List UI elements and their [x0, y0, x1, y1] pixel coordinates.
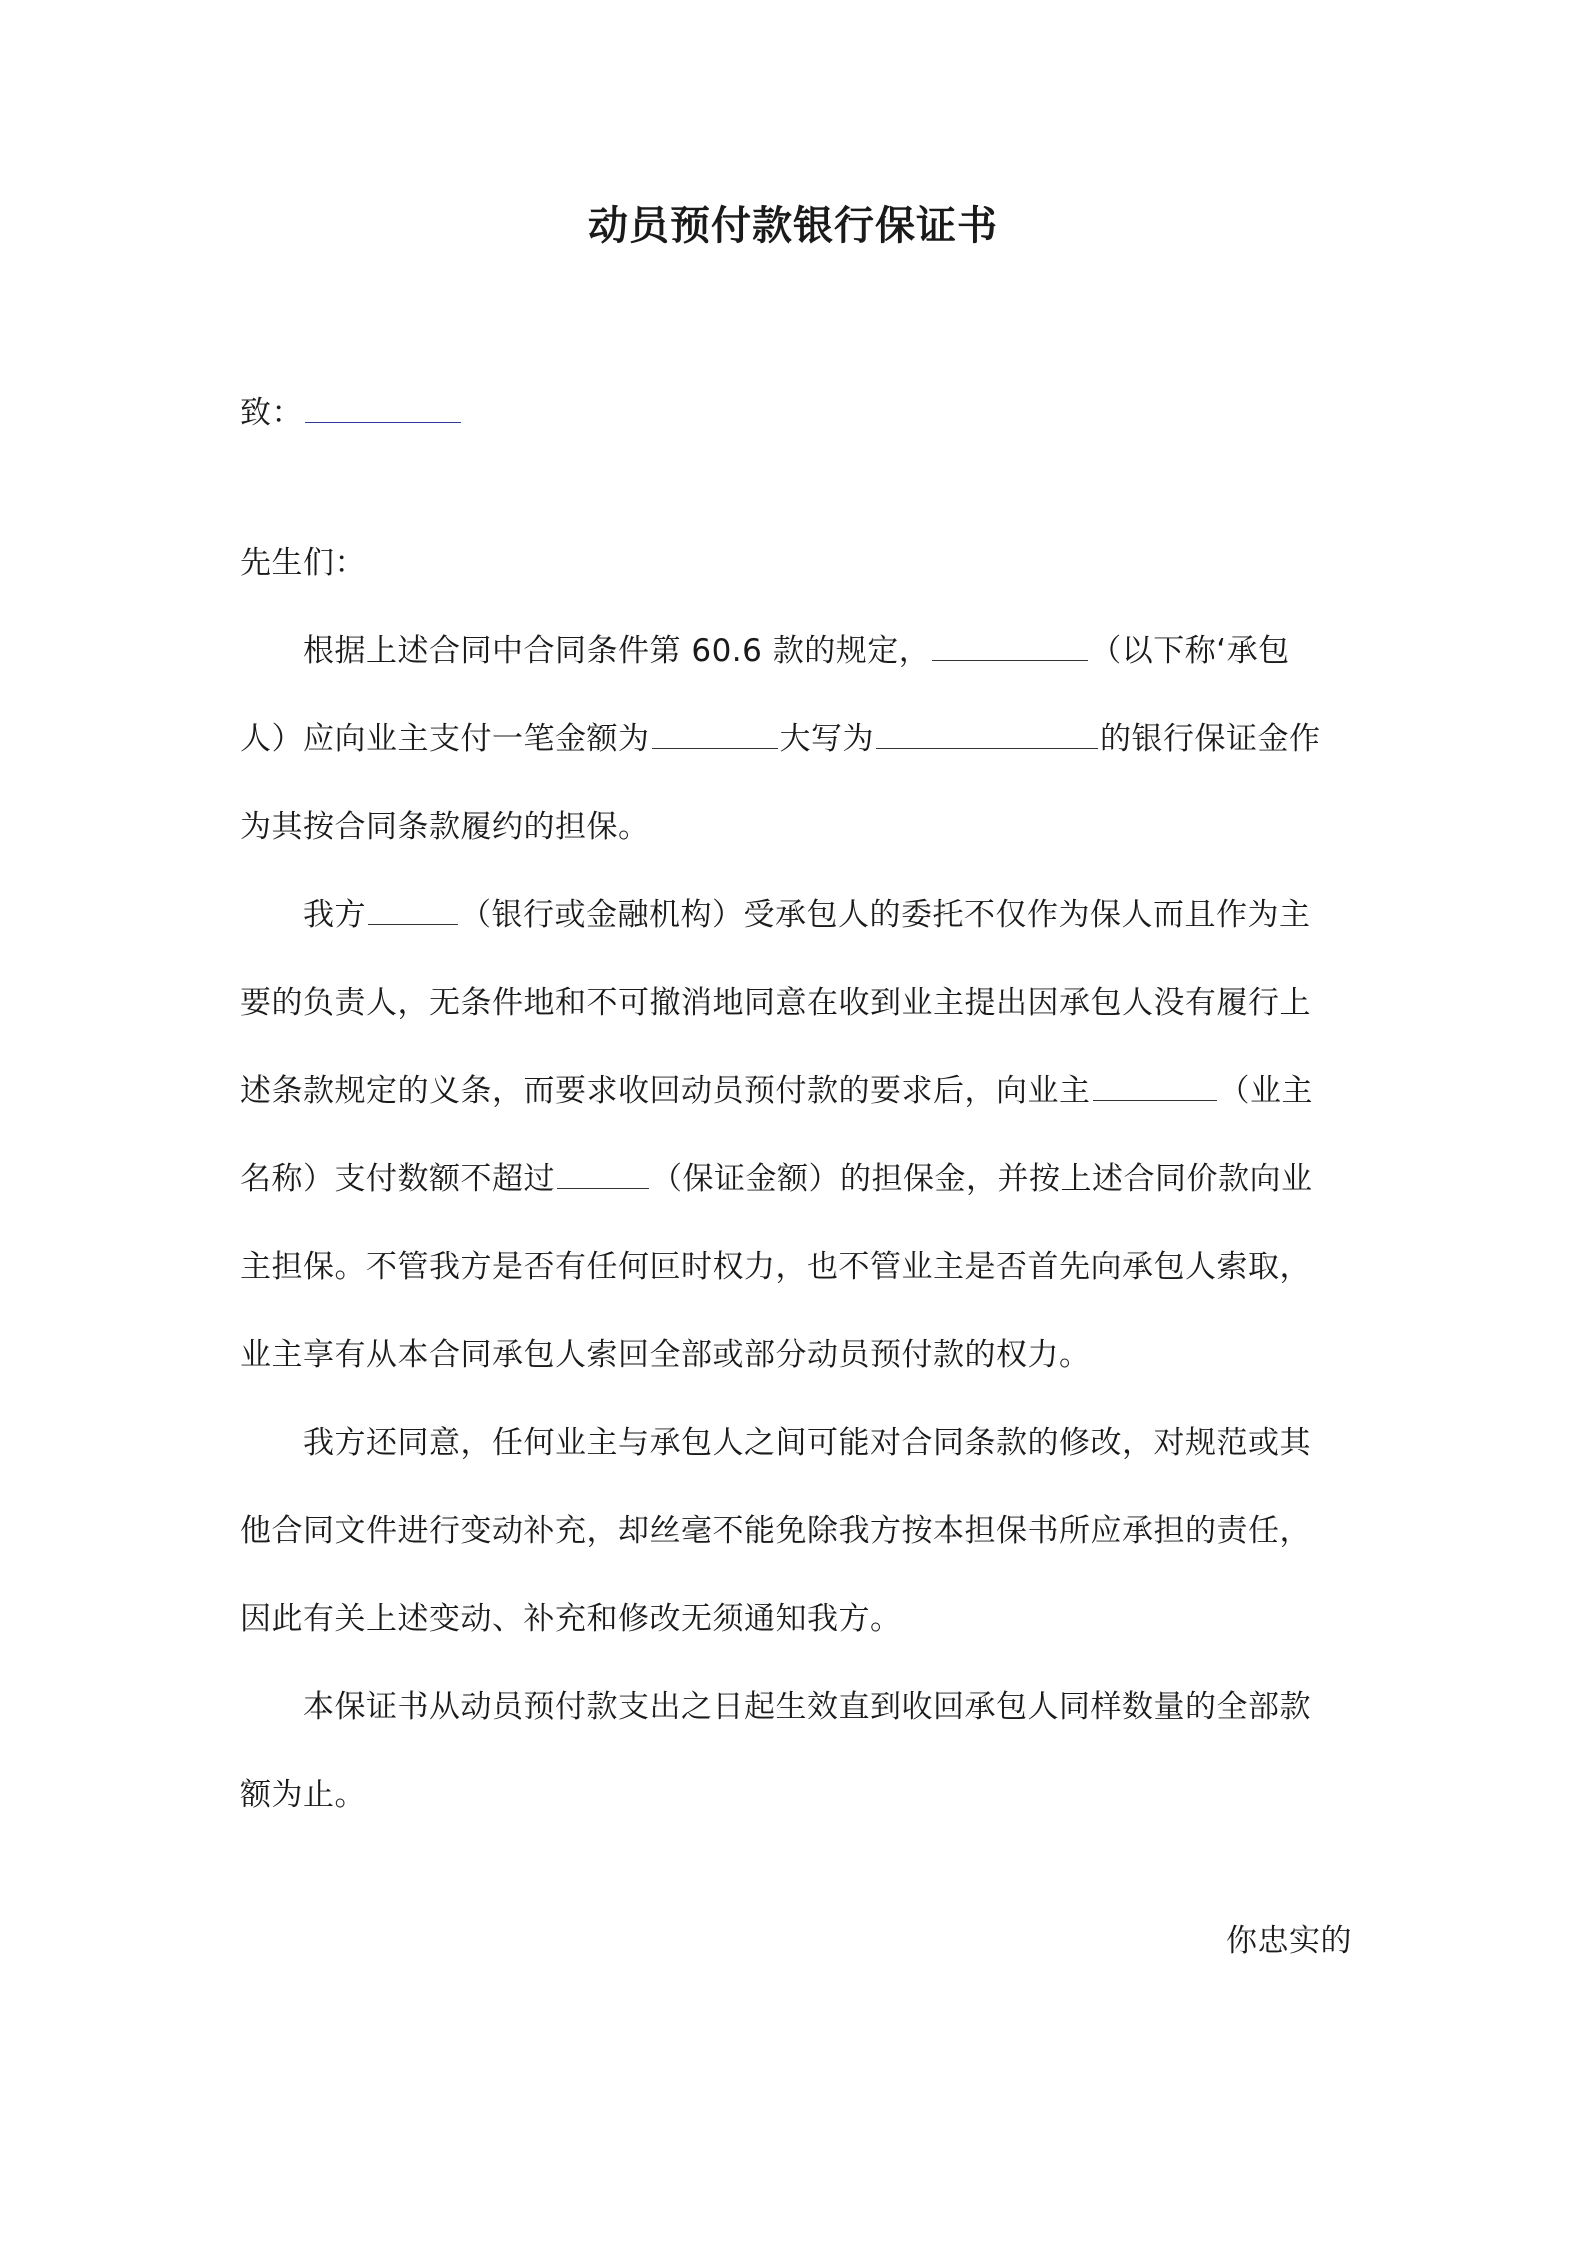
salutation: 先生们：	[240, 545, 366, 581]
p1-text-b: （以下称‘承包	[1090, 633, 1290, 669]
paragraph-2-line-1	[303, 892, 1311, 938]
p2-text-d: （业主	[1218, 1073, 1313, 1109]
document-title: 动员预付款银行保证书	[588, 203, 998, 249]
p1-text-e: 的银行保证金作	[1100, 721, 1321, 757]
p1-text-a: 根据上述合同中合同条件第 60.6 款的规定，	[303, 633, 931, 669]
paragraph-3-line-3: 因此有关上述变动、补充和修改无须通知我方。	[240, 1601, 902, 1637]
paragraph-2-line-5: 主担保。不管我方是否有任何叵时权力，也不管业主是否首先向承包人索取，	[240, 1249, 1311, 1285]
paragraph-1-line-3: 为其按合同条款履约的担保。	[240, 809, 650, 845]
p2-text-a: 我方	[303, 897, 366, 933]
paragraph-2-line-3	[240, 1068, 1313, 1114]
addressee-line	[240, 390, 463, 436]
p1-text-c: 人）应向业主支付一笔金额为	[240, 721, 650, 757]
addressee-blank[interactable]	[305, 392, 461, 423]
to-label: 致：	[240, 395, 303, 431]
paragraph-3-line-1: 我方还同意，任何业主与承包人之间可能对合同条款的修改，对规范或其	[303, 1425, 1311, 1461]
paragraph-4-line-1: 本保证书从动员预付款支出之日起生效直到收回承包人同样数量的全部款	[303, 1689, 1311, 1725]
closing-signoff: 你忠实的	[1226, 1923, 1352, 1959]
guarantee-amount-blank[interactable]	[557, 1158, 649, 1189]
p2-text-c: 述条款规定的义条，而要求收回动员预付款的要求后，向业主	[240, 1073, 1091, 1109]
employer-blank[interactable]	[1093, 1070, 1217, 1101]
paragraph-1-line-2	[240, 716, 1321, 762]
paragraph-3-line-2: 他合同文件进行变动补充，却丝毫不能免除我方按本担保书所应承担的责任，	[240, 1513, 1311, 1549]
paragraph-2-line-6: 业主享有从本合同承包人索回全部或部分动员预付款的权力。	[240, 1337, 1091, 1373]
paragraph-2-line-2: 要的负责人，无条件地和不可撤消地同意在收到业主提出因承包人没有履行上	[240, 985, 1311, 1021]
contractor-blank[interactable]	[932, 630, 1088, 661]
amount-blank[interactable]	[652, 718, 778, 749]
paragraph-4-line-2: 额为止。	[240, 1777, 366, 1813]
p2-text-f: （保证金额）的担保金，并按上述合同价款向业	[651, 1161, 1313, 1197]
p2-text-b: （银行或金融机构）受承包人的委托不仅作为保人而且作为主	[460, 897, 1311, 933]
p2-text-e: 名称）支付数额不超过	[240, 1161, 555, 1197]
paragraph-2-line-4	[240, 1156, 1313, 1202]
p1-text-d: 大写为	[779, 721, 874, 757]
amount-words-blank[interactable]	[876, 718, 1098, 749]
bank-blank[interactable]	[368, 894, 458, 925]
paragraph-1-line-1	[303, 628, 1290, 674]
